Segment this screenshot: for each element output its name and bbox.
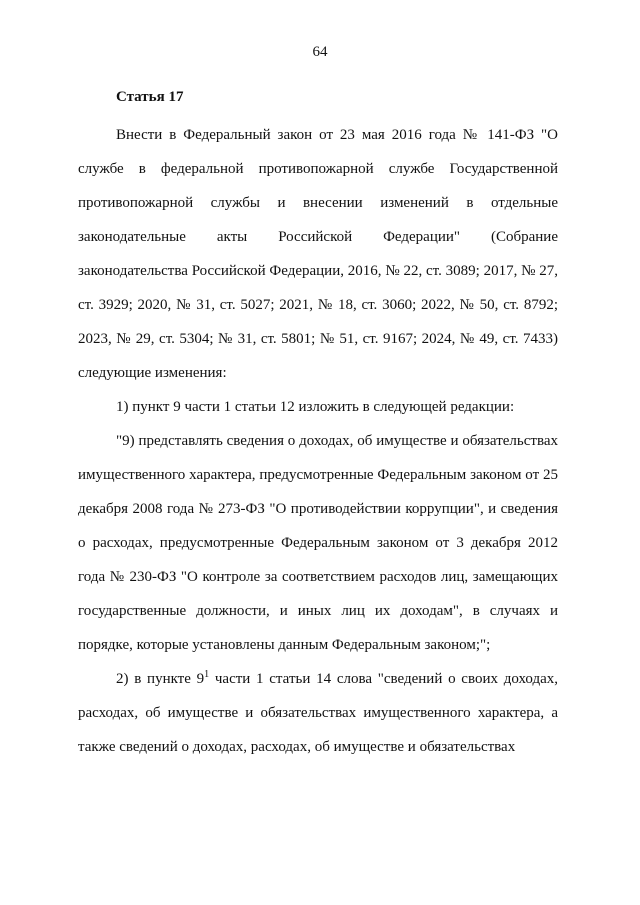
page-number: 64 [312, 44, 328, 60]
paragraph-item-2-start: 2) в пункте 9 [116, 671, 205, 687]
paragraph-item-2-rest: части 1 статьи 14 слова "сведений о своих доходах, расходах, об имуществе и обязательствах имущественного характера, а также сведений о доходах, расходах, об имуществе и обязательствах [78, 671, 558, 755]
superscript-mark: 1 [204, 669, 210, 680]
article-17 [78, 80, 558, 764]
paragraph-item-1: 1) пункт 9 части 1 статьи 12 изложить в следующей редакции: [116, 399, 515, 415]
paragraph-intro: Внести в Федеральный закон от 23 мая 2016 года № 141-ФЗ "О службе в федеральной противопожарной службе Государственной противопожарной службы и внесении изменений в отдельные законодательные акты Российской Федерации" (Собрание законодательства Российской Федерации, 2016, № 22, ст. 3089; 2017, № 27, ст. 3929; 2020, № 31, ст. 5027; 2021, № 18, ст. 3060; 2022, № 50, ст. 8792; 2023, № 29, ст. 5304; № 31, ст. 5801; № 51, ст. 9167; 2024, № 49, ст. 7433) следующие изменения: [78, 127, 558, 381]
paragraph-item-2 [78, 662, 558, 764]
article-title: Статья 17 [116, 89, 184, 105]
paragraph-item-1-text: "9) представлять сведения о доходах, об имуществе и обязательствах имущественного характера, предусмотренные Федеральным законом от 25 декабря 2008 года № 273-ФЗ "О противодействии коррупции", и сведения о расходах, предусмотренные Федеральным законом от 3 декабря 2012 года № 230-ФЗ "О контроле за соответствием расходов лиц, замещающих государственные должности, и иных лиц их доходам", в случаях и порядке, которые установлены данным Федеральным законом;"; [78, 433, 558, 653]
